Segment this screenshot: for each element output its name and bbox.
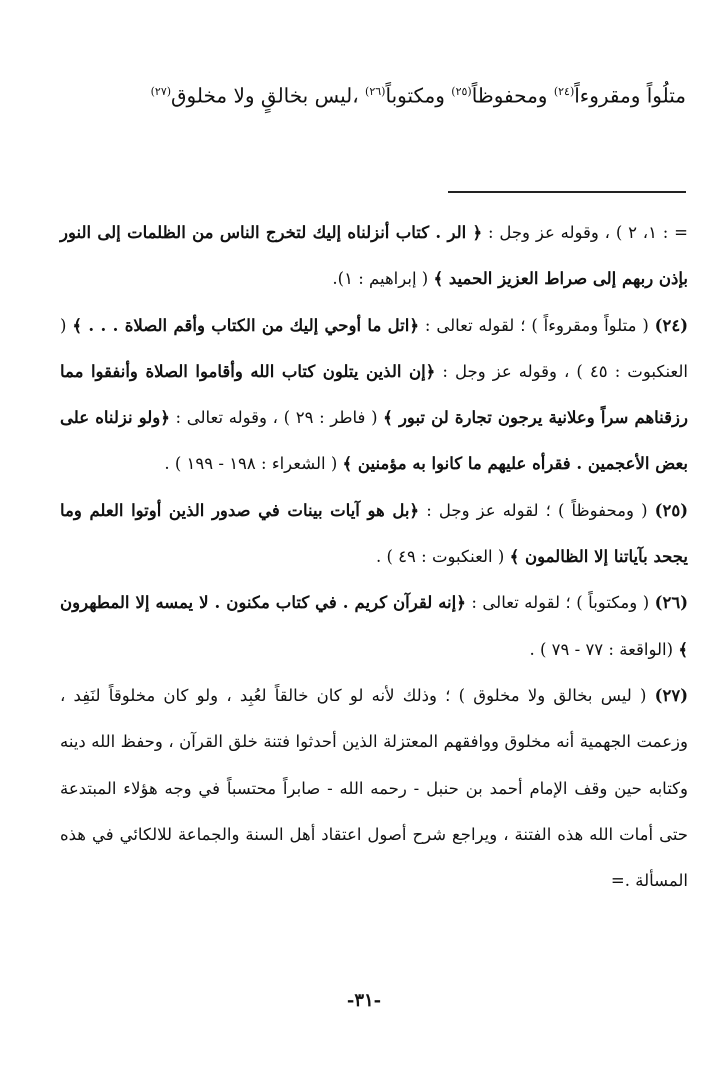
ayah-waqiah: ﴿إنه لقرآن كريم . في كتاب مكنون . لا يمسه إلا المطهرون ﴾: [60, 593, 688, 659]
word-recited: متلُواً ومقروءاً: [574, 83, 686, 108]
main-text-line: [60, 72, 686, 116]
footnote-24-text-e: ( فاطر : ٢٩ ) ، وقوله تعالى :: [169, 408, 384, 428]
word-memorized: ومحفوظاً: [471, 83, 548, 108]
footnote-25: [60, 488, 688, 581]
footnote-27-text: ( ليس بخالق ولا مخلوق ) ؛ وذلك لأنه لو كان خالقاً لعُبِد ، ولو كان مخلوقاً لنَفِد ، وزعمت الجهمية أنه مخلوق ووافقهم المعتزلة الذين أحدثوا فتنة خلق القرآن ، وحفظ الله دينه وكتابه حين وقف الإمام أحمد بن حنبل - رحمه الله - صابراً محتسباً في وجه هؤلاء المبتدعة حتى أمات الله هذه الفتنة ، ويراجع شرح أصول اعتقاد أهل السنة والجماعة للالكائي في هذه المسألة .=: [60, 685, 688, 891]
footnote-number-26: (٢٦): [654, 593, 688, 613]
footnote-25-text-a: ( ومحفوظاً ) ؛ لقوله عز وجل :: [419, 500, 655, 520]
footnote-24-text-g: ( الشعراء : ١٩٨ - ١٩٩ ) .: [164, 454, 343, 474]
continuation-text: = : ١، ٢ ) ، وقوله عز وجل :: [482, 223, 688, 242]
ref-ibrahim: ( إبراهيم : ١).: [332, 269, 434, 289]
footnote-separator: [448, 191, 686, 193]
footnote-27: [60, 673, 688, 904]
footnote-marker-27: (٢٧): [150, 85, 172, 98]
word-not-creator: ،ليس بخالقٍ ولا مخلوق: [171, 83, 359, 108]
footnote-26: [60, 580, 688, 673]
footnote-24-text-c: ( العنكبوت : ٤٥ ) ، وقوله عز وجل :: [60, 315, 688, 381]
ayah-shuara: ﴿ولو نزلناه على بعض الأعجمين . فقرأه عليهم ما كانوا به مؤمنين ﴾: [60, 408, 688, 474]
footnote-25-text-c: ( العنكبوت : ٤٩ ) .: [375, 547, 510, 567]
footnote-24-text-a: ( متلواً ومقروءاً ) ؛ لقوله تعالى :: [419, 315, 655, 335]
footnote-marker-24: (٢٤): [553, 85, 575, 98]
ayah-ankabut-45: ﴿اتل ما أوحي إليك من الكتاب وأقم الصلاة . . . ﴾: [72, 315, 420, 335]
footnote-continuation: [60, 210, 688, 303]
footnote-marker-26: (٢٦): [365, 85, 386, 98]
footnote-26-text-a: ( ومكتوباً ) ؛ لقوله تعالى :: [465, 593, 655, 613]
footnote-24: [60, 303, 688, 488]
footnote-marker-25: (٢٥): [451, 85, 472, 98]
word-written: ومكتوباً: [385, 83, 445, 108]
footnotes-section: [60, 210, 688, 904]
footnote-number-27: (٢٧): [654, 685, 688, 705]
footnote-number-24: (٢٤): [654, 315, 688, 335]
footnote-26-text-c: (الواقعة : ٧٧ - ٧٩ ) .: [529, 639, 679, 659]
ayah-ankabut-49: ﴿بل هو آيات بينات في صدور الذين أوتوا العلم وما يجحد بآياتنا إلا الظالمون ﴾: [60, 500, 688, 567]
ayah-ibrahim: ﴿ الر . كتاب أنزلناه إليك لتخرج الناس من الظلمات إلى النور بإذن ربهم إلى صراط العزيز الحميد ﴾: [60, 223, 688, 289]
footnote-number-25: (٢٥): [654, 500, 688, 520]
ayah-fatir-29: ﴿إن الذين يتلون كتاب الله وأقاموا الصلاة وأنفقوا مما رزقناهم سراً وعلانية يرجون تجارة لن تبور ﴾: [60, 361, 688, 428]
page-number: -٣١-: [346, 990, 382, 1011]
